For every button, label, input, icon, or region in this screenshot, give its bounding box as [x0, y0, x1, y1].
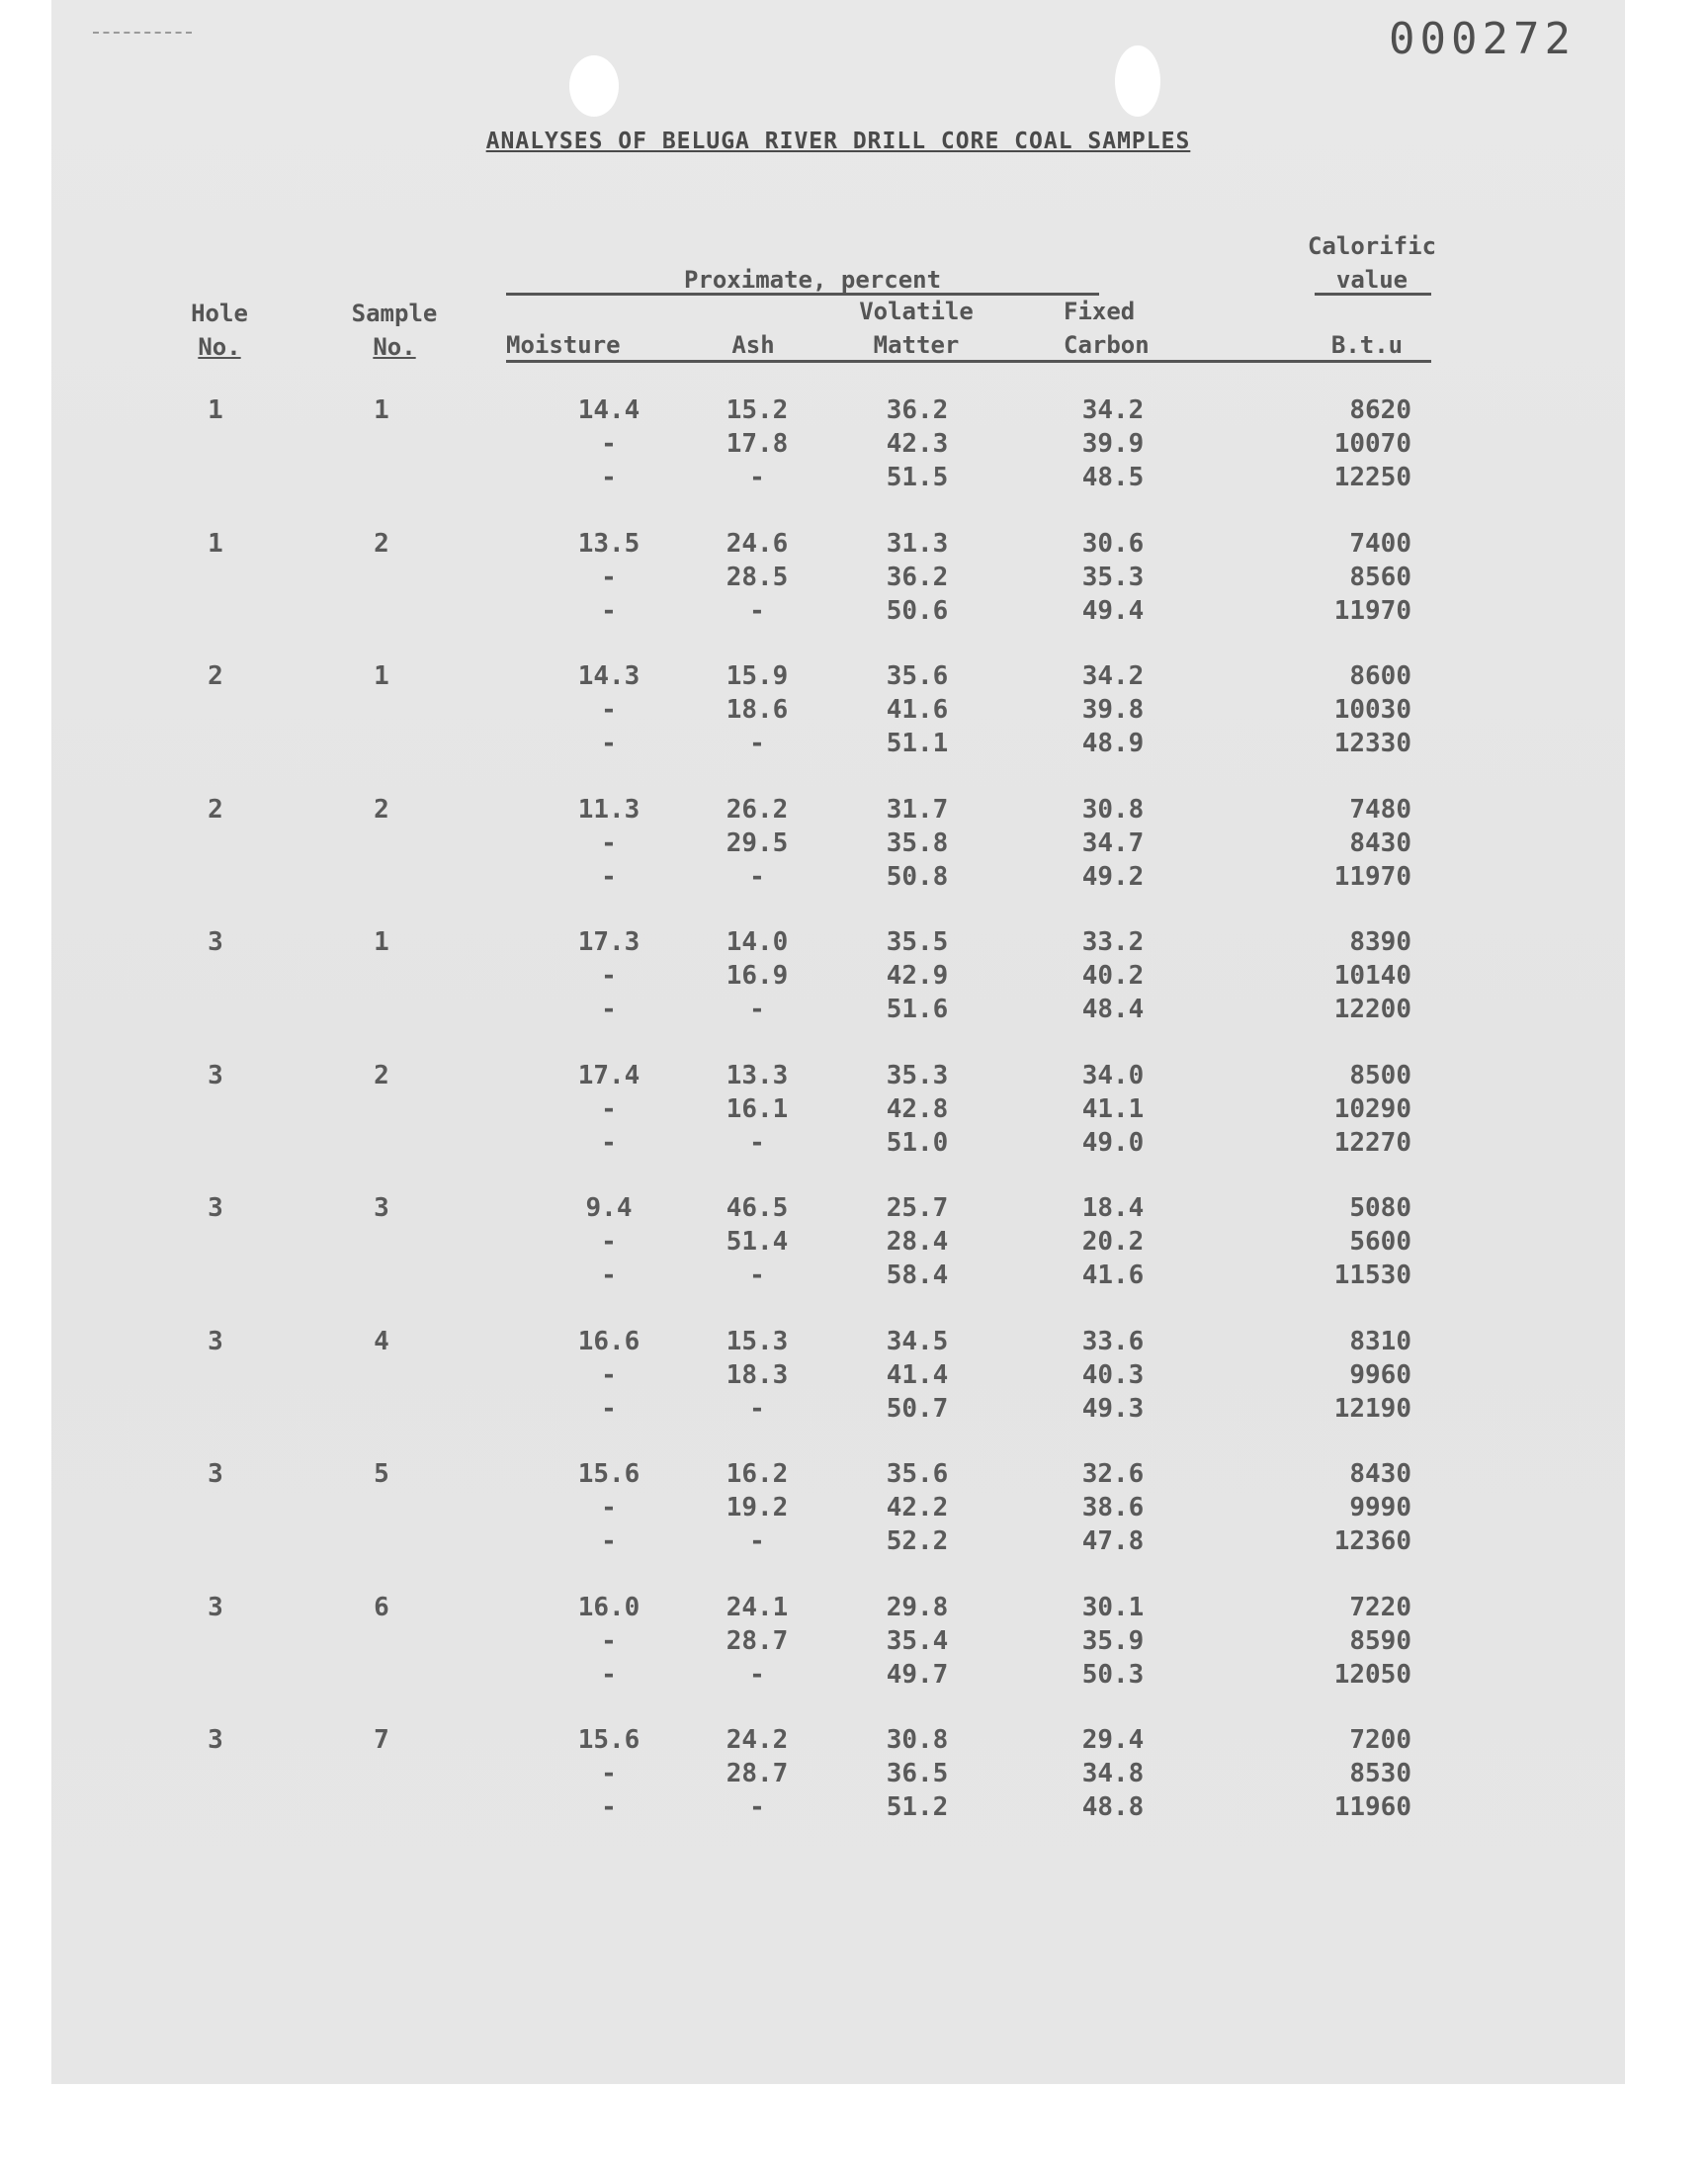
sample-number: 1: [374, 927, 389, 957]
btu-cell: 12270: [1333, 1128, 1411, 1158]
btu-cell: 8600: [1349, 661, 1411, 691]
ash-cell: 24.1: [726, 1593, 789, 1622]
moisture-cell: 14.3: [577, 661, 640, 691]
volatile-cell: 51.0: [886, 1128, 949, 1158]
carbon-cell: 38.6: [1081, 1493, 1145, 1522]
hole-number: 1: [208, 395, 223, 425]
sample-number: 6: [374, 1593, 389, 1622]
ash-cell: -: [749, 463, 765, 492]
carbon-cell: 49.4: [1081, 596, 1145, 626]
volatile-cell: 52.2: [886, 1526, 949, 1556]
hole-number: 1: [208, 529, 223, 559]
moisture-cell: -: [601, 1360, 617, 1390]
header-fixed-line2: Carbon: [1064, 331, 1150, 359]
moisture-cell: -: [601, 995, 617, 1024]
moisture-cell: -: [601, 563, 617, 592]
proximate-rule: [506, 293, 1099, 296]
punch-hole-left: [569, 55, 619, 117]
moisture-cell: -: [601, 961, 617, 991]
moisture-cell: -: [601, 729, 617, 758]
carbon-cell: 39.8: [1081, 695, 1145, 725]
header-sample: [330, 297, 459, 364]
volatile-cell: 58.4: [886, 1261, 949, 1290]
volatile-cell: 35.4: [886, 1626, 949, 1656]
carbon-cell: 47.8: [1081, 1526, 1145, 1556]
carbon-cell: 41.6: [1081, 1261, 1145, 1290]
volatile-cell: 41.4: [886, 1360, 949, 1390]
header-calorific: [1273, 229, 1471, 297]
hole-number: 3: [208, 1193, 223, 1223]
moisture-cell: 9.4: [585, 1193, 633, 1223]
ash-cell: -: [749, 1394, 765, 1424]
btu-cell: 11960: [1333, 1792, 1411, 1822]
moisture-cell: -: [601, 695, 617, 725]
moisture-cell: -: [601, 1493, 617, 1522]
volatile-cell: 41.6: [886, 695, 949, 725]
volatile-cell: 30.8: [886, 1725, 949, 1755]
carbon-cell: 20.2: [1081, 1227, 1145, 1257]
header-calorific-line2: value: [1335, 266, 1409, 294]
header-volatile-line2: Matter: [873, 331, 960, 359]
btu-cell: 8620: [1349, 395, 1411, 425]
ash-cell: 18.6: [726, 695, 789, 725]
moisture-cell: -: [601, 1526, 617, 1556]
carbon-cell: 48.9: [1081, 729, 1145, 758]
moisture-cell: -: [601, 596, 617, 626]
volatile-cell: 42.2: [886, 1493, 949, 1522]
volatile-cell: 36.2: [886, 563, 949, 592]
moisture-cell: 13.5: [577, 529, 640, 559]
volatile-cell: 29.8: [886, 1593, 949, 1622]
header-volatile-line1: Volatile: [859, 298, 974, 325]
volatile-cell: 50.7: [886, 1394, 949, 1424]
hole-number: 3: [208, 1459, 223, 1489]
sample-number: 5: [374, 1459, 389, 1489]
volatile-cell: 34.5: [886, 1327, 949, 1356]
carbon-cell: 40.3: [1081, 1360, 1145, 1390]
btu-cell: 12200: [1333, 995, 1411, 1024]
ash-cell: -: [749, 995, 765, 1024]
volatile-cell: 35.3: [886, 1061, 949, 1090]
document-number: 000272: [1389, 14, 1576, 64]
ash-cell: -: [749, 729, 765, 758]
sample-number: 2: [374, 1061, 389, 1090]
moisture-cell: -: [601, 1261, 617, 1290]
btu-cell: 7220: [1349, 1593, 1411, 1622]
carbon-cell: 35.3: [1081, 563, 1145, 592]
header-bottom-rule: [506, 360, 1431, 363]
moisture-cell: 17.4: [577, 1061, 640, 1090]
ash-cell: 15.3: [726, 1327, 789, 1356]
carbon-cell: 48.5: [1081, 463, 1145, 492]
moisture-cell: -: [601, 463, 617, 492]
moisture-cell: 16.6: [577, 1327, 640, 1356]
volatile-cell: 51.2: [886, 1792, 949, 1822]
header-calorific-line1: Calorific: [1307, 232, 1437, 260]
header-sample-line2: No.: [373, 333, 416, 361]
btu-cell: 12250: [1333, 463, 1411, 492]
carbon-cell: 30.1: [1081, 1593, 1145, 1622]
carbon-cell: 30.6: [1081, 529, 1145, 559]
ash-cell: 16.1: [726, 1094, 789, 1124]
btu-cell: 8310: [1349, 1327, 1411, 1356]
hole-number: 3: [208, 1593, 223, 1622]
carbon-cell: 41.1: [1081, 1094, 1145, 1124]
ash-cell: 26.2: [726, 795, 789, 825]
moisture-cell: 17.3: [577, 927, 640, 957]
header-ash: Ash: [731, 331, 775, 359]
calorific-rule: [1315, 293, 1431, 296]
volatile-cell: 42.8: [886, 1094, 949, 1124]
volatile-cell: 31.3: [886, 529, 949, 559]
sample-number: 7: [374, 1725, 389, 1755]
moisture-cell: -: [601, 828, 617, 858]
btu-cell: 10030: [1333, 695, 1411, 725]
btu-cell: 11970: [1333, 596, 1411, 626]
ash-cell: 15.2: [726, 395, 789, 425]
punch-hole-right: [1115, 45, 1160, 117]
ash-cell: -: [749, 1660, 765, 1690]
header-hole-line2: No.: [198, 333, 241, 361]
sample-number: 2: [374, 529, 389, 559]
moisture-cell: -: [601, 1792, 617, 1822]
ash-cell: -: [749, 596, 765, 626]
sample-number: 4: [374, 1327, 389, 1356]
carbon-cell: 32.6: [1081, 1459, 1145, 1489]
carbon-cell: 48.4: [1081, 995, 1145, 1024]
ash-cell: 18.3: [726, 1360, 789, 1390]
ash-cell: -: [749, 1128, 765, 1158]
btu-cell: 12190: [1333, 1394, 1411, 1424]
btu-cell: 8590: [1349, 1626, 1411, 1656]
sample-number: 2: [374, 795, 389, 825]
ash-cell: -: [749, 1792, 765, 1822]
moisture-cell: -: [601, 1626, 617, 1656]
volatile-cell: 35.8: [886, 828, 949, 858]
ash-cell: 17.8: [726, 429, 789, 459]
ash-cell: -: [749, 1261, 765, 1290]
volatile-cell: 51.6: [886, 995, 949, 1024]
header-moisture: Moisture: [506, 331, 621, 359]
carbon-cell: 29.4: [1081, 1725, 1145, 1755]
header-hole-line1: Hole: [191, 300, 248, 327]
ash-cell: 28.7: [726, 1759, 789, 1788]
carbon-cell: 34.0: [1081, 1061, 1145, 1090]
ash-cell: -: [749, 1526, 765, 1556]
btu-cell: 10140: [1333, 961, 1411, 991]
moisture-cell: 15.6: [577, 1725, 640, 1755]
hole-number: 3: [208, 927, 223, 957]
ash-cell: 51.4: [726, 1227, 789, 1257]
volatile-cell: 42.3: [886, 429, 949, 459]
hole-number: 3: [208, 1327, 223, 1356]
volatile-cell: 31.7: [886, 795, 949, 825]
btu-cell: 8430: [1349, 1459, 1411, 1489]
btu-cell: 10290: [1333, 1094, 1411, 1124]
moisture-cell: -: [601, 1128, 617, 1158]
btu-cell: 8430: [1349, 828, 1411, 858]
sample-number: 1: [374, 395, 389, 425]
hole-number: 3: [208, 1725, 223, 1755]
sample-number: 1: [374, 661, 389, 691]
btu-cell: 12360: [1333, 1526, 1411, 1556]
ash-cell: 46.5: [726, 1193, 789, 1223]
volatile-cell: 25.7: [886, 1193, 949, 1223]
carbon-cell: 49.0: [1081, 1128, 1145, 1158]
moisture-cell: 15.6: [577, 1459, 640, 1489]
carbon-cell: 34.7: [1081, 828, 1145, 858]
btu-cell: 5600: [1349, 1227, 1411, 1257]
btu-cell: 7480: [1349, 795, 1411, 825]
ash-cell: 13.3: [726, 1061, 789, 1090]
volatile-cell: 36.5: [886, 1759, 949, 1788]
ash-cell: 14.0: [726, 927, 789, 957]
moisture-cell: 14.4: [577, 395, 640, 425]
moisture-cell: -: [601, 1227, 617, 1257]
btu-cell: 7200: [1349, 1725, 1411, 1755]
ash-cell: 16.9: [726, 961, 789, 991]
carbon-cell: 39.9: [1081, 429, 1145, 459]
header-fixed-line1: Fixed: [1064, 298, 1136, 325]
document-page: [51, 0, 1625, 2084]
carbon-cell: 40.2: [1081, 961, 1145, 991]
ash-cell: 19.2: [726, 1493, 789, 1522]
carbon-cell: 34.2: [1081, 395, 1145, 425]
carbon-cell: 34.2: [1081, 661, 1145, 691]
carbon-cell: 34.8: [1081, 1759, 1145, 1788]
volatile-cell: 51.1: [886, 729, 949, 758]
volatile-cell: 35.6: [886, 1459, 949, 1489]
moisture-cell: 16.0: [577, 1593, 640, 1622]
carbon-cell: 33.6: [1081, 1327, 1145, 1356]
volatile-cell: 36.2: [886, 395, 949, 425]
carbon-cell: 33.2: [1081, 927, 1145, 957]
volatile-cell: 50.8: [886, 862, 949, 892]
carbon-cell: 35.9: [1081, 1626, 1145, 1656]
header-hole: [170, 297, 269, 364]
header-btu: B.t.u: [1330, 331, 1404, 359]
header-sample-line1: Sample: [351, 300, 438, 327]
ash-cell: 24.6: [726, 529, 789, 559]
carbon-cell: 50.3: [1081, 1660, 1145, 1690]
moisture-cell: -: [601, 862, 617, 892]
moisture-cell: 11.3: [577, 795, 640, 825]
volatile-cell: 49.7: [886, 1660, 949, 1690]
btu-cell: 12050: [1333, 1660, 1411, 1690]
ash-cell: 28.5: [726, 563, 789, 592]
btu-cell: 7400: [1349, 529, 1411, 559]
carbon-cell: 30.8: [1081, 795, 1145, 825]
carbon-cell: 49.3: [1081, 1394, 1145, 1424]
btu-cell: 5080: [1349, 1193, 1411, 1223]
carbon-cell: 48.8: [1081, 1792, 1145, 1822]
btu-cell: 11530: [1333, 1261, 1411, 1290]
btu-cell: 8390: [1349, 927, 1411, 957]
moisture-cell: -: [601, 1094, 617, 1124]
btu-cell: 8560: [1349, 563, 1411, 592]
header-volatile-matter: [842, 295, 990, 362]
volatile-cell: 35.5: [886, 927, 949, 957]
header-fixed-carbon: [1064, 295, 1182, 362]
btu-cell: 11970: [1333, 862, 1411, 892]
ash-cell: -: [749, 862, 765, 892]
sample-number: 3: [374, 1193, 389, 1223]
ash-cell: 16.2: [726, 1459, 789, 1489]
hole-number: 2: [208, 795, 223, 825]
moisture-cell: -: [601, 429, 617, 459]
volatile-cell: 28.4: [886, 1227, 949, 1257]
ash-cell: 15.9: [726, 661, 789, 691]
volatile-cell: 51.5: [886, 463, 949, 492]
hole-number: 2: [208, 661, 223, 691]
carbon-cell: 49.2: [1081, 862, 1145, 892]
volatile-cell: 50.6: [886, 596, 949, 626]
moisture-cell: -: [601, 1759, 617, 1788]
hole-number: 3: [208, 1061, 223, 1090]
btu-cell: 10070: [1333, 429, 1411, 459]
btu-cell: 9960: [1349, 1360, 1411, 1390]
btu-cell: 8530: [1349, 1759, 1411, 1788]
carbon-cell: 18.4: [1081, 1193, 1145, 1223]
btu-cell: 9990: [1349, 1493, 1411, 1522]
moisture-cell: -: [601, 1394, 617, 1424]
btu-cell: 8500: [1349, 1061, 1411, 1090]
btu-cell: 12330: [1333, 729, 1411, 758]
ash-cell: 28.7: [726, 1626, 789, 1656]
volatile-cell: 35.6: [886, 661, 949, 691]
page-title: ANALYSES OF BELUGA RIVER DRILL CORE COAL SAMPLES: [485, 129, 1191, 154]
ash-cell: 29.5: [726, 828, 789, 858]
header-proximate: Proximate, percent: [683, 266, 942, 294]
pen-mark: [93, 32, 192, 37]
volatile-cell: 42.9: [886, 961, 949, 991]
moisture-cell: -: [601, 1660, 617, 1690]
ash-cell: 24.2: [726, 1725, 789, 1755]
